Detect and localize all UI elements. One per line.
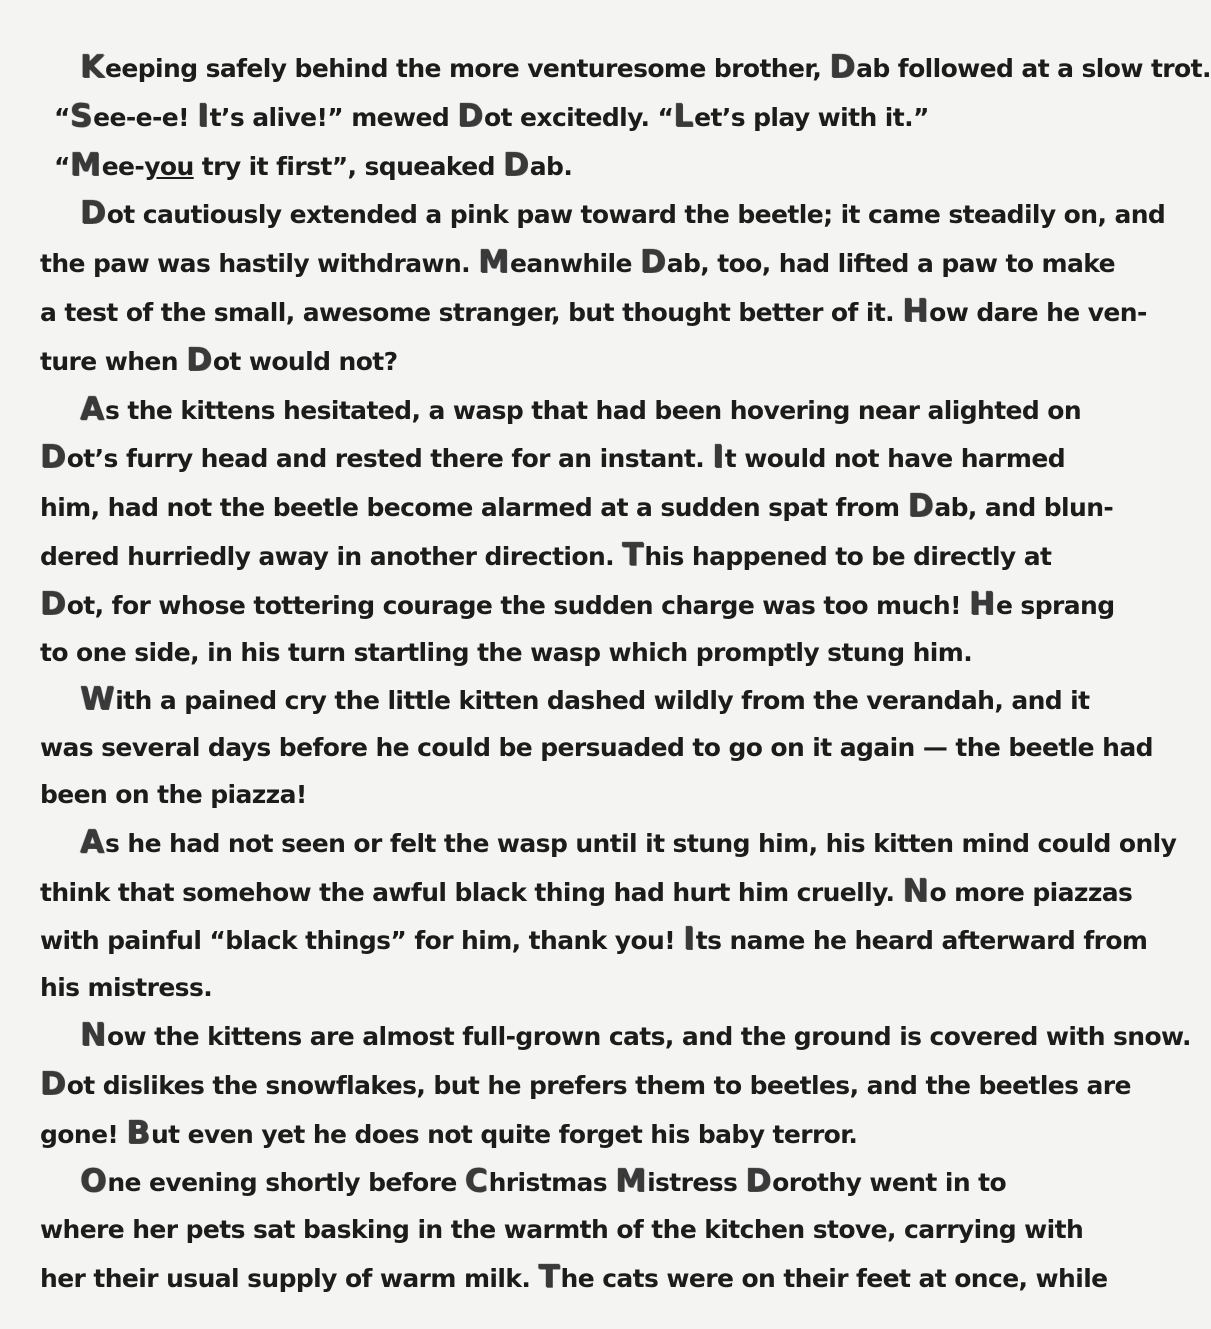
decorative-capital: S (69, 97, 93, 134)
story-text (40, 44, 1211, 1303)
text-run: try it first”, squeaked (193, 151, 504, 181)
text-line (40, 916, 1148, 965)
text-run: his mistress. (40, 973, 213, 1003)
decorative-capital: D (186, 341, 212, 378)
underlined-word: you (144, 151, 194, 181)
decorative-capital: D (745, 1163, 772, 1200)
decorative-capital: A (80, 823, 104, 860)
text-run: ot dislikes the snowflakes, but he prefers them to beetles, and the beetles are (66, 1070, 1131, 1100)
text-run: been on the piazza! (40, 779, 307, 809)
text-run: ut even yet he does not quite forget his baby terror. (150, 1119, 858, 1149)
text-line (40, 239, 1125, 288)
text-line (40, 725, 1153, 772)
text-run: ow the kittens are almost full-grown cats, and the ground is covered with snow. (106, 1021, 1191, 1051)
text-line (40, 434, 1125, 483)
text-run: orothy went in to (772, 1168, 1007, 1198)
text-line (40, 190, 1166, 239)
text-run: ab, too, had lifted a paw to make (666, 249, 1115, 279)
text-line (40, 337, 1125, 386)
decorative-capital: C (464, 1163, 488, 1200)
text-line (40, 386, 1125, 435)
text-line (40, 772, 1125, 819)
text-line (40, 1110, 1125, 1159)
text-line (40, 1254, 1125, 1303)
text-run: ee- (101, 151, 145, 181)
text-line (40, 1158, 1125, 1207)
text-run: et’s play with it.” (694, 102, 929, 132)
text-run: o more piazzas (929, 877, 1133, 907)
text-line (40, 44, 1211, 93)
decorative-capital: I (197, 97, 209, 134)
decorative-capital: M (478, 244, 510, 281)
text-run: with painful “black things” for him, thank you! (40, 926, 684, 956)
text-run: s he had not seen or felt the wasp until it stung him, his kitten mind could only (105, 828, 1177, 858)
decorative-capital: D (40, 439, 66, 476)
text-run: e sprang (995, 590, 1115, 620)
text-line (40, 93, 1125, 142)
text-run: think that somehow the awful black thing had hurt him cruelly. (40, 877, 903, 907)
text-run: “ (54, 151, 70, 181)
decorative-capital: A (80, 390, 104, 427)
text-run: ot, for whose tottering courage the sudden charge was too much! (66, 590, 970, 620)
decorative-capital: K (80, 49, 105, 85)
decorative-capital: N (80, 1016, 106, 1053)
text-run: ab, and blun- (934, 493, 1114, 523)
text-run: ot would not? (212, 346, 398, 376)
decorative-capital: D (40, 585, 66, 622)
decorative-capital: M (615, 1163, 647, 1200)
text-run: t’s alive!” mewed (209, 102, 458, 132)
text-line (40, 288, 1147, 337)
text-run: eanwhile (510, 249, 640, 279)
text-run: he cats were on their feet at once, while (560, 1263, 1108, 1293)
text-run: ab followed at a slow trot. (856, 54, 1211, 83)
text-line (40, 483, 1125, 532)
text-line (40, 630, 1125, 677)
decorative-capital: T (538, 1258, 560, 1295)
text-run: ith a pained cry the little kitten dashed wildly from the verandah, and it (115, 686, 1090, 716)
decorative-capital: H (969, 585, 995, 622)
text-line (40, 142, 1125, 191)
text-run: where her pets sat basking in the warmth of the kitchen stove, carrying with (40, 1215, 1084, 1245)
text-run: eeping safely behind the more venturesome brother, (105, 54, 830, 83)
decorative-capital: T (622, 536, 644, 573)
text-run: his happened to be directly at (644, 541, 1052, 571)
decorative-capital: D (907, 488, 934, 525)
text-run: ee-e-e! (93, 102, 198, 132)
decorative-capital: D (40, 1065, 66, 1102)
text-run: ab. (529, 151, 573, 181)
text-run: a test of the small, awesome stranger, but thought better of it. (40, 297, 903, 327)
text-line (40, 1012, 1191, 1061)
text-run: was several days before he could be persuaded to go on it again — the beetle had (40, 733, 1153, 763)
text-run: istress (647, 1168, 746, 1198)
text-line (40, 965, 1125, 1012)
text-run: hristmas (488, 1168, 616, 1198)
text-run: to one side, in his turn startling the wasp which promptly stung him. (40, 637, 973, 667)
text-line (40, 581, 1125, 630)
decorative-capital: I (683, 921, 695, 958)
text-run: ot cautiously extended a pink paw toward the beetle; it came steadily on, and (106, 200, 1166, 230)
text-run: ot excitedly. “ (484, 102, 674, 132)
decorative-capital: I (712, 439, 724, 476)
text-line (40, 676, 1125, 725)
decorative-capital: H (902, 292, 929, 329)
text-line (40, 819, 1177, 868)
decorative-capital: M (69, 146, 101, 183)
text-run: ow dare he ven- (929, 297, 1147, 327)
decorative-capital: D (503, 146, 529, 183)
decorative-capital: N (902, 872, 929, 909)
decorative-capital: D (829, 49, 856, 85)
text-run: ne evening shortly before (107, 1168, 465, 1198)
text-run: gone! (40, 1119, 127, 1149)
decorative-capital: D (639, 244, 666, 281)
text-run: t would not have harmed (724, 444, 1065, 474)
text-run: s the kittens hesitated, a wasp that had been hovering near alighted on (105, 395, 1082, 425)
decorative-capital: D (80, 195, 106, 232)
text-run: “ (54, 102, 70, 132)
text-run: the paw was hastily withdrawn. (40, 249, 479, 279)
decorative-capital: L (673, 97, 694, 134)
text-run: ture when (40, 346, 187, 376)
text-run: ts name he heard afterward from (695, 926, 1148, 956)
decorative-capital: W (80, 681, 115, 718)
decorative-capital: B (126, 1114, 150, 1151)
text-run: dered hurriedly away in another direction. (40, 541, 623, 571)
decorative-capital: D (457, 97, 484, 134)
text-run: her their usual supply of warm milk. (40, 1263, 539, 1293)
text-line (40, 1207, 1125, 1254)
text-line (40, 1061, 1131, 1110)
text-line (40, 868, 1133, 917)
text-line (40, 532, 1125, 581)
text-run: ot’s furry head and rested there for an instant. (66, 444, 713, 474)
text-run: him, had not the beetle become alarmed at a sudden spat from (40, 493, 908, 523)
decorative-capital: O (80, 1163, 107, 1200)
